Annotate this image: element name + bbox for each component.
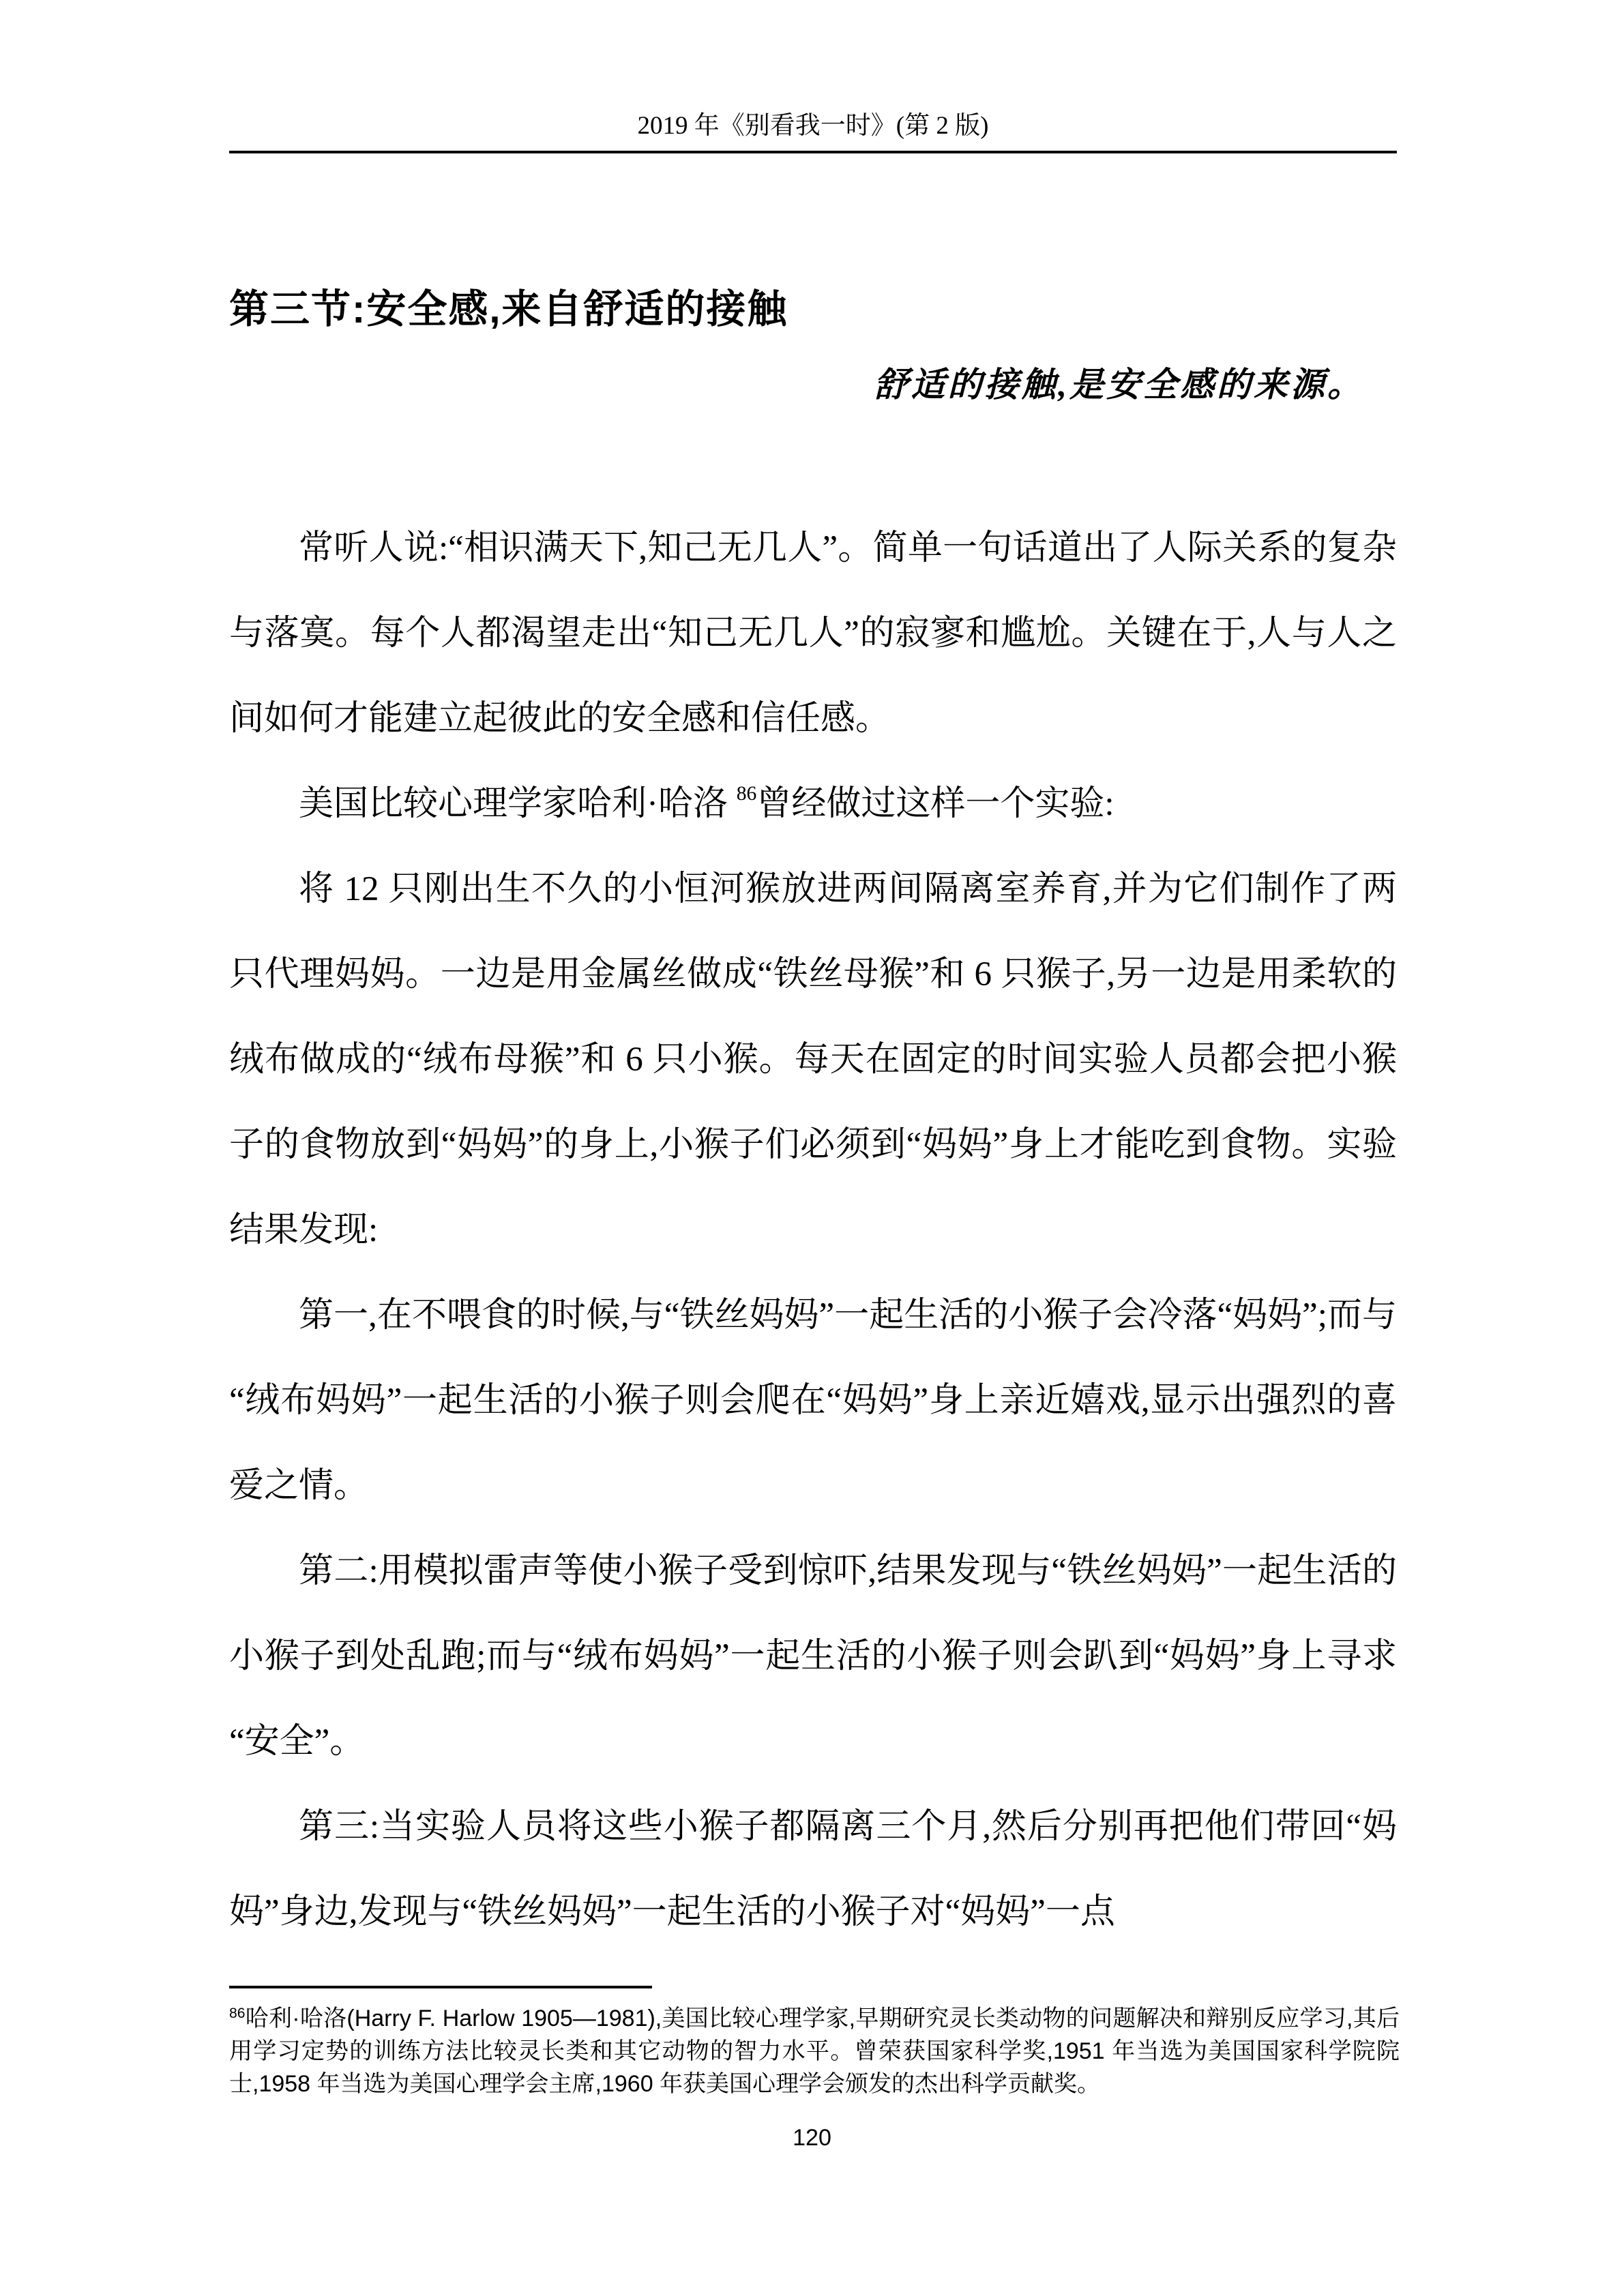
paragraph [229, 847, 1397, 1273]
text-run: 常听人说:“相识满天下,知己无几人”。简单一句话道出了人际关系的复杂与落寞。每个人都渴望走出“知己无几人”的寂寥和尴尬。关键在于,人与人之间如何才能建立起彼此的安全感和信任感。 [229, 529, 1397, 738]
running-header-title: 2019 年《别看我一时》(第 2 版) [637, 112, 989, 140]
section-title: 第三节:安全感,来自舒适的接触 [229, 287, 788, 331]
text-run: 美国比较心理学家哈利·哈洛 [299, 785, 737, 823]
body-paragraphs [229, 506, 1397, 1972]
paragraph [229, 506, 1397, 762]
paragraph [229, 762, 1397, 847]
paragraph [229, 1273, 1397, 1529]
text-run: 曾经做过这样一个实验: [756, 785, 1114, 823]
text-run: 第三:当实验人员将这些小猴子都隔离三个月,然后分别再把他们带回“妈妈”身边,发现与“铁丝妈妈”一起生活的小猴子对“妈妈”一点 [229, 1808, 1397, 1931]
text-run: 哈利·哈洛(Harry F. Harlow 1905—1981),美国比较心理学家,早期研究灵长类动物的问题解决和辩别反应学习,其后用学习定势的训练方法比较灵长类和其它动物的智力水平。曾荣获国家科学奖,1951 年当选为美国国家科学院院士,1958 年当选为美国心理学会主席,1960 年获美国心理学会颁发的杰出科学贡献奖。 [229, 2006, 1400, 2097]
footnote-reference: 86 [736, 783, 757, 805]
footnote [229, 2002, 1400, 2100]
text-run: 将 12 只刚出生不久的小恒河猴放进两间隔离室养育,并为它们制作了两只代理妈妈。一边是用金属丝做成“铁丝母猴”和 6 只猴子,另一边是用柔软的绒布做成的“绒布母猴”和 6 只小猴。每天在固定的时间实验人员都会把小猴子的食物放到“妈妈”的身上,小猴子们必须到“妈妈”身上才能吃到食物。实验结果发现: [229, 870, 1397, 1249]
epigraph: 舒适的接触,是安全感的来源。 [874, 366, 1364, 404]
text-run: 第二:用模拟雷声等使小猴子受到惊吓,结果发现与“铁丝妈妈”一起生活的小猴子到处乱跑;而与“绒布妈妈”一起生活的小猴子则会趴到“妈妈”身上寻求“安全”。 [229, 1552, 1397, 1761]
footnote-reference: 86 [229, 2006, 246, 2021]
text-run: 第一,在不喂食的时候,与“铁丝妈妈”一起生活的小猴子会冷落“妈妈”;而与“绒布妈妈”一起生活的小猴子则会爬在“妈妈”身上亲近嬉戏,显示出强烈的喜爱之情。 [229, 1296, 1397, 1505]
running-header [229, 111, 1397, 153]
paragraph [229, 1529, 1397, 1785]
page-number: 120 [793, 2125, 831, 2151]
footnote-separator [229, 1986, 652, 1988]
footnote-text [229, 2006, 1400, 2097]
paragraph [229, 1785, 1397, 1955]
